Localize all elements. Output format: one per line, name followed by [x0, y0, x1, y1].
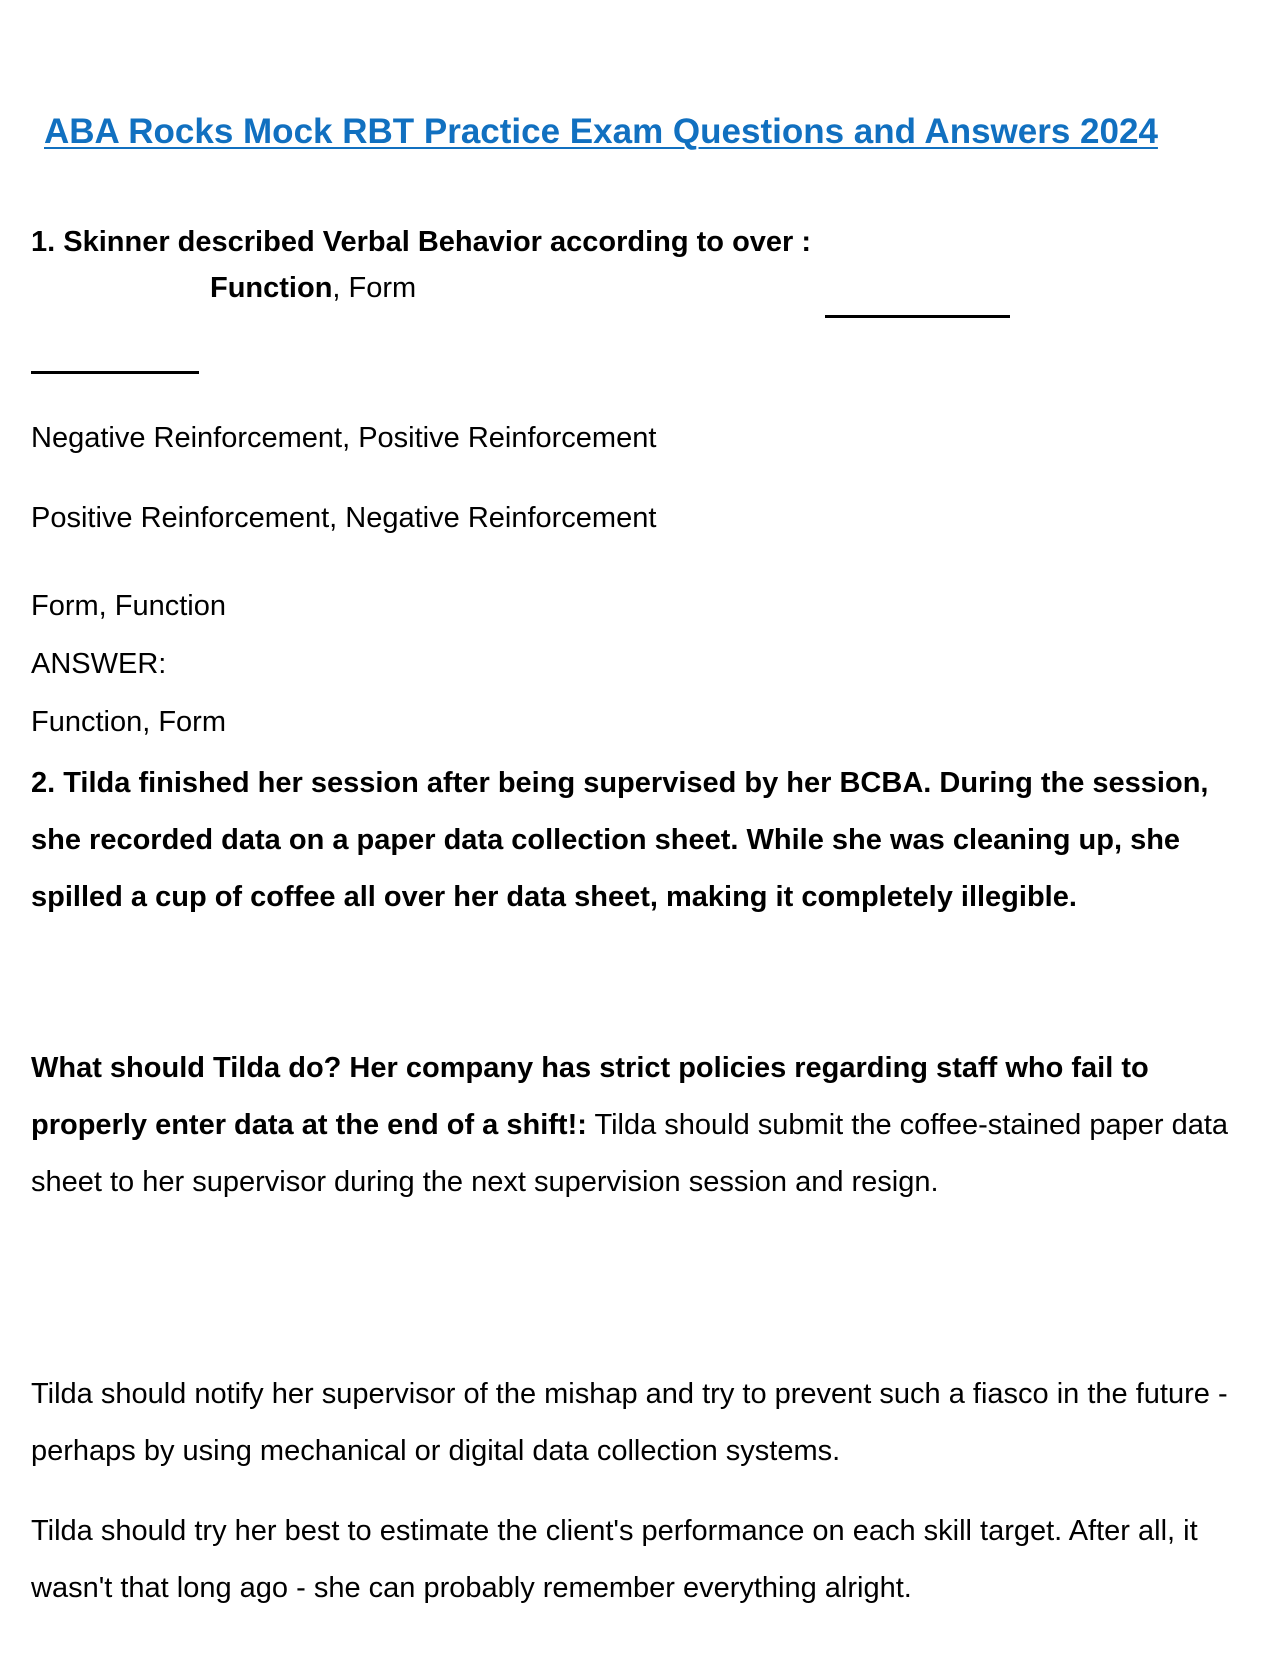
prompt-bold: Function: [210, 272, 333, 304]
question-2-prompt: [31, 1040, 1261, 1211]
option-2: Positive Reinforcement, Negative Reinforcement: [31, 502, 657, 534]
document-title[interactable]: ABA Rocks Mock RBT Practice Exam Questions and Answers 2024: [44, 112, 1158, 151]
blank-line: [31, 371, 199, 374]
blank-line: [825, 315, 1010, 318]
option-3: Form, Function: [31, 590, 226, 622]
prompt-bold: What should Tilda do? Her company has strict policies regarding staff who fail to properly enter data at the end of a shift!:: [31, 1052, 1149, 1141]
question-1-prompt: [210, 272, 416, 305]
q2-option-2: Tilda should try her best to estimate the client's performance on each skill target. After all, it wasn't that long ago - she can probably remember everything alright.: [31, 1515, 1198, 1604]
answer-label: ANSWER:: [31, 648, 167, 680]
question-1: 1. Skinner described Verbal Behavior according to over :: [31, 226, 812, 258]
question-2: 2. Tilda finished her session after being supervised by her BCBA. During the session, she recorded data on a paper data collection sheet. While she was cleaning up, she spilled a cup of coffee all over her data sheet, making it completely illegible.: [31, 767, 1209, 913]
answer-value: Function, Form: [31, 706, 226, 738]
prompt-rest: Tilda should submit the coffee-stained paper data sheet to her supervisor during the next supervision session and resign.: [31, 1109, 1229, 1198]
prompt-rest: , Form: [332, 272, 417, 304]
option-1: Negative Reinforcement, Positive Reinforcement: [31, 422, 657, 454]
q2-option-1: Tilda should notify her supervisor of the mishap and try to prevent such a fiasco in the future - perhaps by using mechanical or digital data collection systems.: [31, 1378, 1228, 1467]
